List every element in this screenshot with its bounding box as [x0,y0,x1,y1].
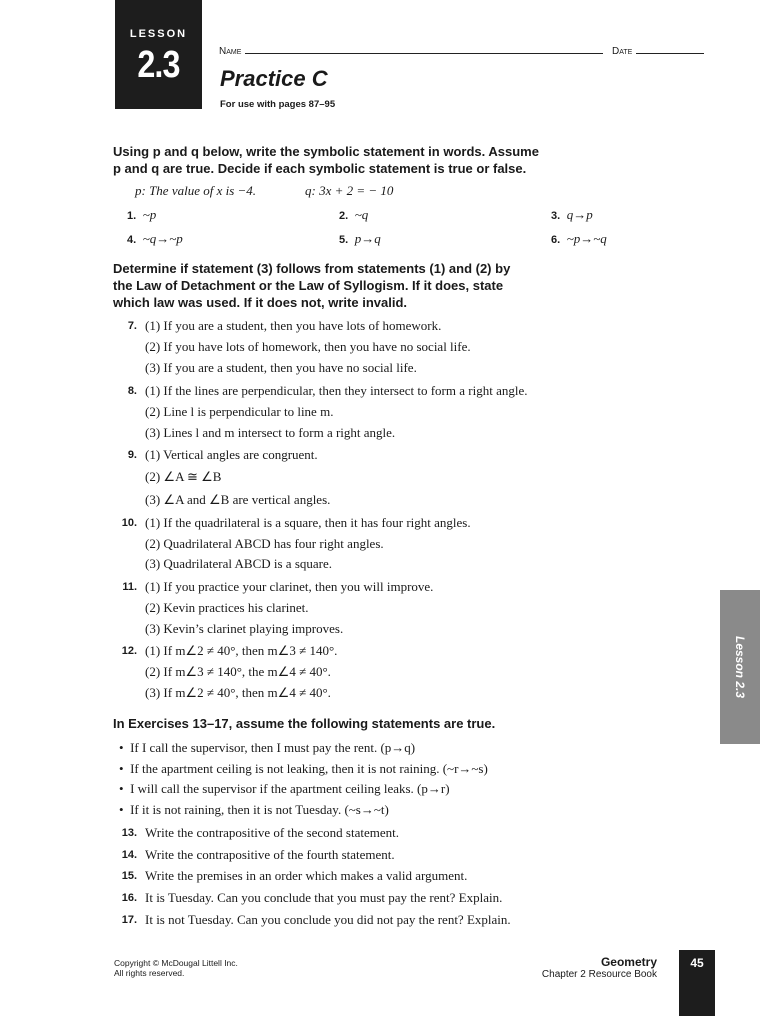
premise-text: If I call the supervisor, then I must pay the rent. (p→q) [130,740,416,755]
statement-3: (3) Quadrilateral ABCD is a square. [145,556,333,571]
section1-instructions-line1: Using p and q below, write the symbolic statement in words. Assume [113,144,539,159]
exercise-number: 10. [121,517,137,529]
copyright-line2: All rights reserved. [114,968,185,978]
statement-3: (3) If m∠2 ≠ 40°, then m∠4 ≠ 40°. [145,685,331,700]
statement-1: (1) If m∠2 ≠ 40°, then m∠3 ≠ 140°. [145,643,338,658]
expression: q→p [566,207,593,222]
exercise-number: 15. [121,870,137,882]
exercise-number: 1. [127,210,137,222]
statement-1: (1) Vertical angles are congruent. [145,447,318,462]
statement-3: (3) Lines l and m intersect to form a right angle. [145,425,396,440]
exercise-number: 11. [122,581,137,593]
statement-2: (2) If m∠3 ≠ 140°, the m∠4 ≠ 40°. [145,664,331,679]
exercise-4 [127,231,183,247]
premise-4: • If it is not raining, then it is not Tuesday. (~s→~t) [119,802,389,817]
section3-instructions: In Exercises 13–17, assume the following statements are true. [113,716,496,731]
name-field[interactable] [219,45,603,57]
date-field[interactable] [612,45,704,57]
copyright [114,958,238,978]
name-blank[interactable] [245,45,603,54]
premise-2: • If the apartment ceiling is not leaking, then it is not raining. (~r→~s) [119,761,488,776]
expression: ~p→~q [566,231,607,246]
p-definition: p: The value of x is −4. [135,183,257,198]
lesson-number: 2.3 [137,44,180,86]
exercise-1 [127,207,156,223]
copyright-line1: Copyright © McDougal Littell Inc. [114,958,238,968]
exercise-number: 17. [121,914,137,926]
lesson-side-tab [720,590,760,744]
exercise-number: 2. [339,210,349,222]
exercise-5 [339,231,381,247]
exercise-number: 6. [551,234,561,246]
book-info [542,955,657,980]
page-title: Practice C [220,66,328,91]
page-number: 45 [679,950,715,1016]
exercise-2 [339,207,368,223]
section1-instructions [113,143,593,177]
expression: ~q→~p [142,231,183,246]
exercise-text: It is not Tuesday. Can you conclude you did not pay the rent? Explain. [145,912,511,927]
premise-3: • I will call the supervisor if the apartment ceiling leaks. (p→r) [119,781,450,796]
exercise-6 [551,231,607,247]
book-title: Geometry [600,955,657,969]
date-blank[interactable] [636,45,704,54]
statement-1: (1) If you are a student, then you have lots of homework. [145,318,442,333]
section2-instructions-line2: the Law of Detachment or the Law of Syllogism. If it does, state [113,278,504,293]
exercise-number: 7. [127,320,137,332]
exercise-number: 3. [551,210,561,222]
section1-instructions-line2: p and q are true. Decide if each symbolic statement is true or false. [113,161,527,176]
chapter-label: Chapter 2 Resource Book [541,969,657,980]
lesson-badge [115,0,202,109]
exercise-number: 16. [121,892,137,904]
statement-3: (3) Kevin’s clarinet playing improves. [145,621,344,636]
statement-1: (1) If the quadrilateral is a square, then it has four right angles. [145,515,471,530]
statement-3: (3) If you are a student, then you have no social life. [145,360,417,375]
section2-instructions-line1: Determine if statement (3) follows from statements (1) and (2) by [113,261,511,276]
premise-1: • If I call the supervisor, then I must pay the rent. (p→q) [119,740,416,755]
expression: ~q [354,207,369,222]
lesson-label: LESSON [129,28,188,40]
statement-3: (3) ∠A and ∠B are vertical angles. [145,492,331,507]
date-label: Date [612,46,633,57]
expression: p→q [354,231,381,246]
name-label: Name [219,46,242,57]
exercise-text: It is Tuesday. Can you conclude that you must pay the rent? Explain. [145,890,503,905]
premise-text: If the apartment ceiling is not leaking, then it is not raining. (~r→~s) [130,761,488,776]
premise-text: I will call the supervisor if the apartment ceiling leaks. (p→r) [130,781,450,796]
statement-2: (2) ∠A ≅ ∠B [145,469,222,484]
exercise-text: Write the contrapositive of the second statement. [145,825,399,840]
statement-2: (2) Kevin practices his clarinet. [145,600,309,615]
statement-1: (1) If you practice your clarinet, then you will improve. [145,579,434,594]
exercise-number: 5. [339,234,349,246]
lesson-side-tab-label: Lesson 2.3 [733,635,747,699]
statement-2: (2) If you have lots of homework, then you have no social life. [145,339,471,354]
statement-2: (2) Quadrilateral ABCD has four right angles. [145,536,384,551]
exercise-text: Write the contrapositive of the fourth statement. [145,847,395,862]
exercise-number: 14. [121,849,137,861]
exercise-number: 9. [127,449,137,461]
exercise-number: 4. [127,234,137,246]
exercise-number: 13. [121,827,137,839]
page-subtitle: For use with pages 87–95 [220,99,336,110]
premise-text: If it is not raining, then it is not Tuesday. (~s→~t) [130,802,389,817]
exercise-number: 8. [127,385,137,397]
expression: ~p [142,207,157,222]
q-definition: q: 3x + 2 = − 10 [305,183,394,198]
statement-1: (1) If the lines are perpendicular, then they intersect to form a right angle. [145,383,528,398]
section2-instructions-line3: which law was used. If it does not, write invalid. [113,295,407,310]
exercise-3 [551,207,593,223]
statement-2: (2) Line l is perpendicular to line m. [145,404,334,419]
section2-instructions [113,260,593,311]
exercise-text: Write the premises in an order which makes a valid argument. [145,868,468,883]
exercise-number: 12. [121,645,137,657]
